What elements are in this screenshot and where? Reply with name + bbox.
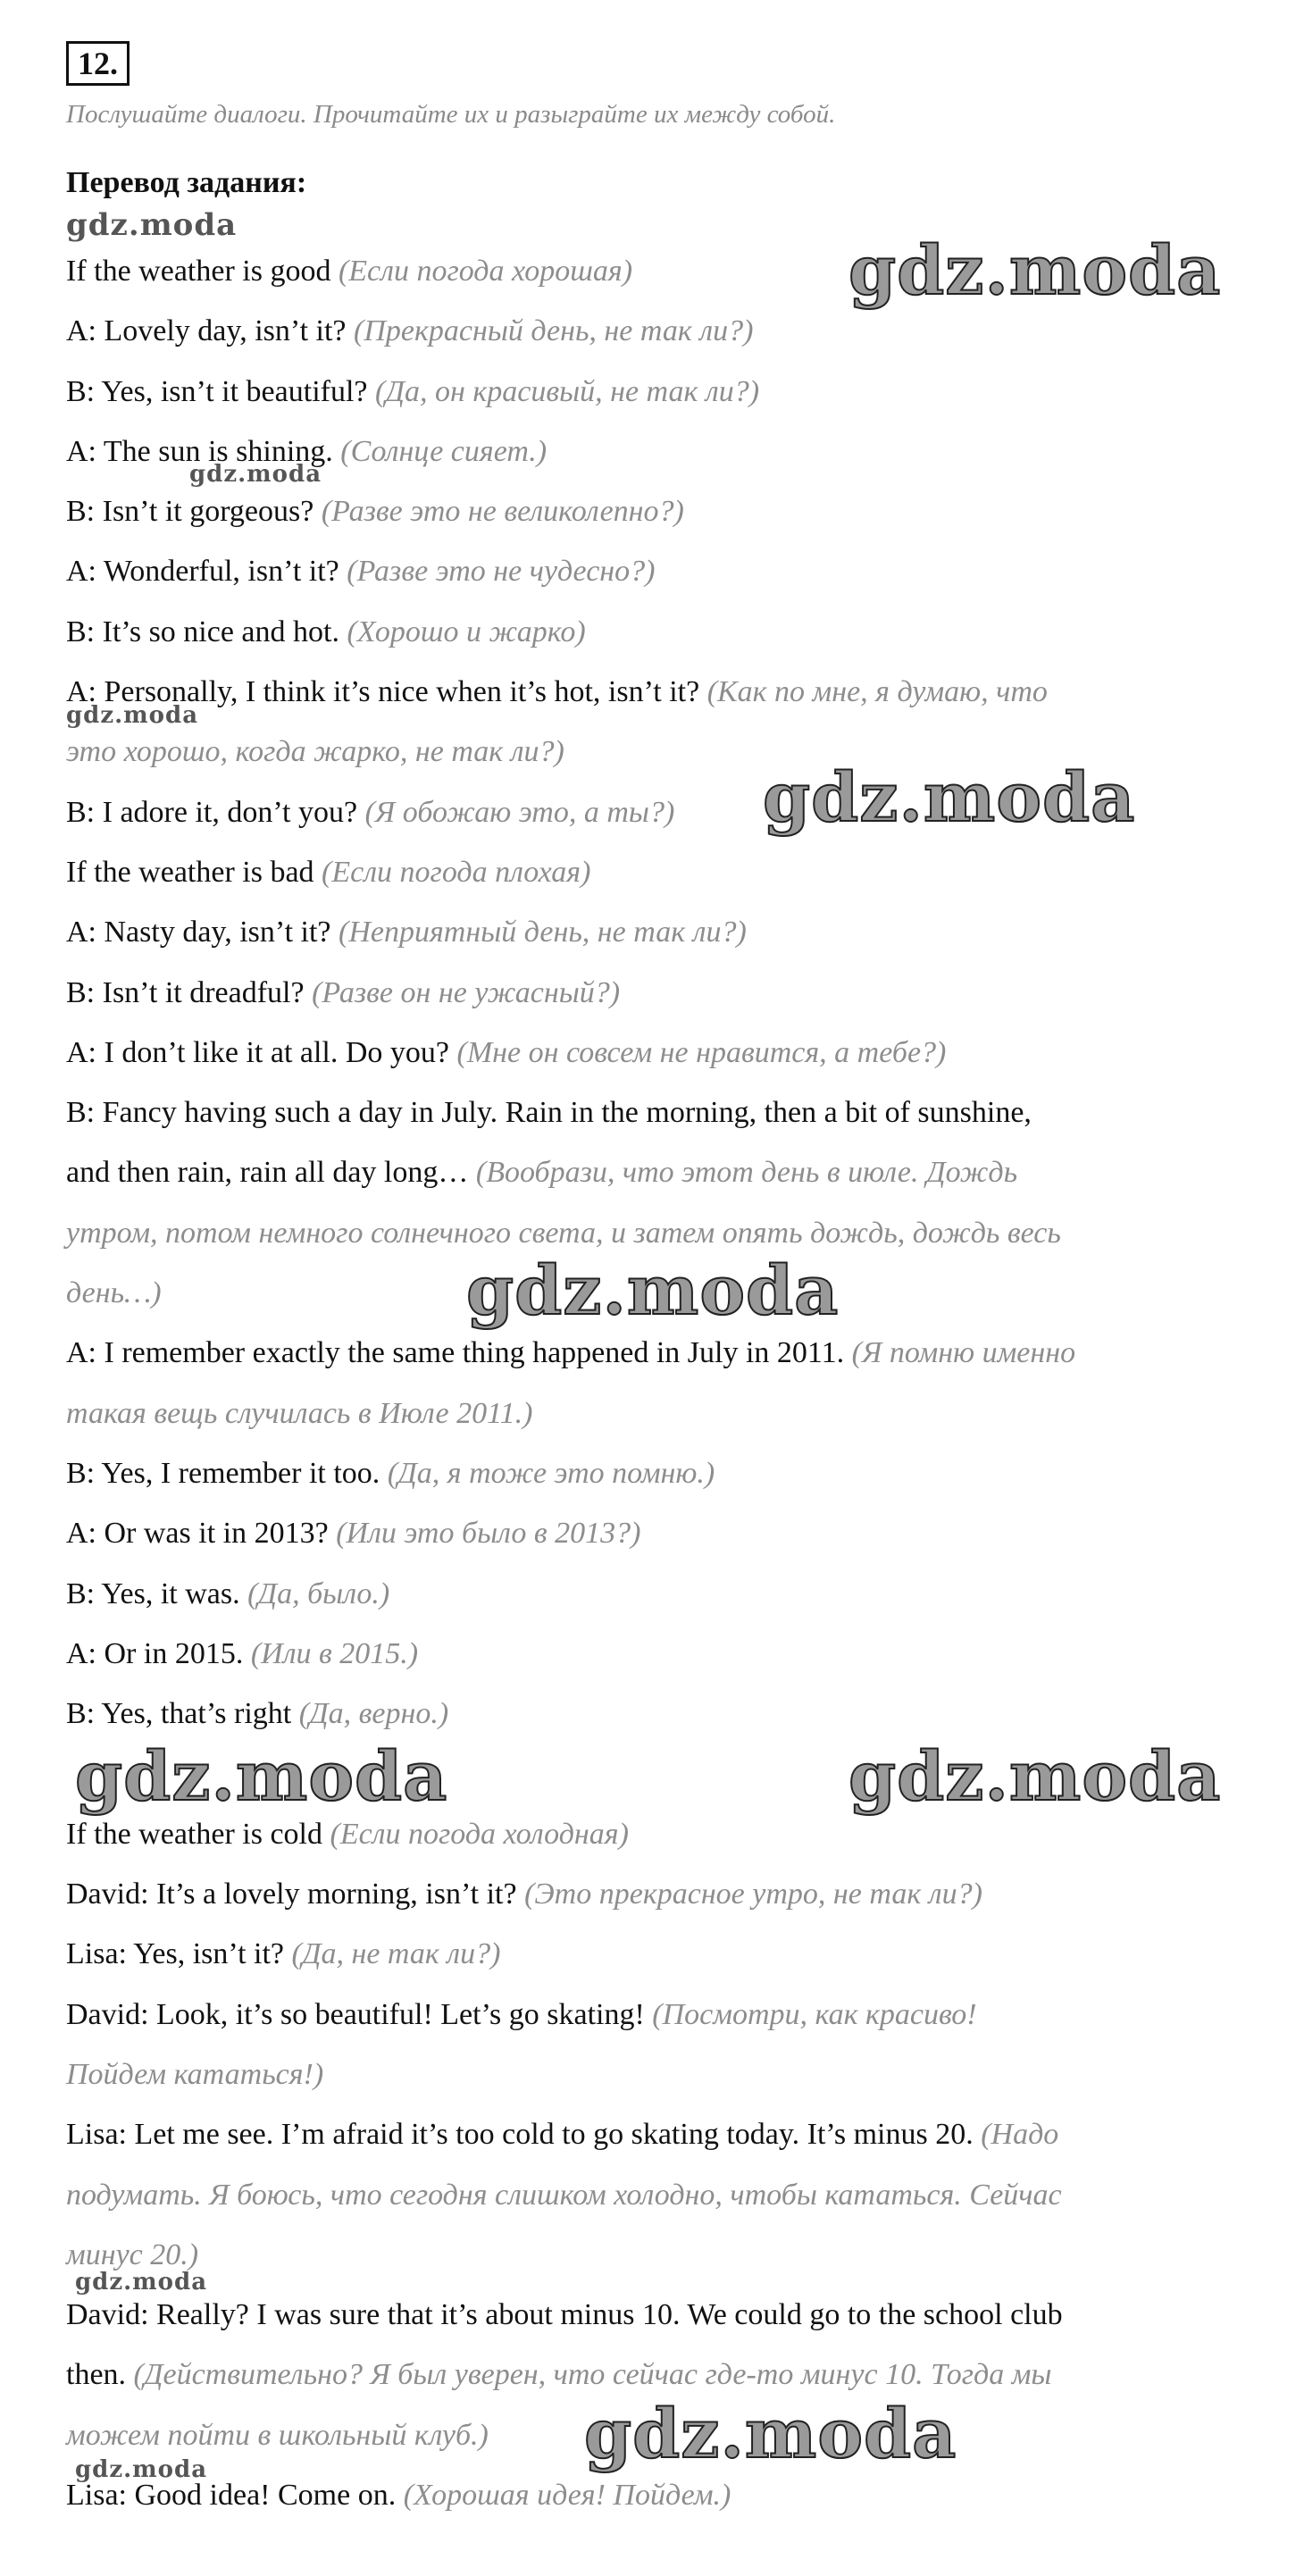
watermark-large: gdz.moda xyxy=(848,230,1222,310)
dialogue-line xyxy=(66,1503,1227,1563)
dialogue-line xyxy=(66,2104,1227,2164)
dialogue-line xyxy=(66,722,1227,782)
watermark-large: gdz.moda xyxy=(75,1736,448,1816)
translation-text: (Если погода холодная) xyxy=(330,1817,629,1851)
watermark-small: gdz.moda xyxy=(66,207,238,243)
translation-text: (Солнце сияет.) xyxy=(340,434,548,468)
translation-text: Пойдем кататься!) xyxy=(66,2057,324,2091)
dialogue-line xyxy=(66,662,1227,722)
english-text: A: Wonderful, isn’t it? xyxy=(66,555,347,589)
translation-text: (Вообрази, что этот день в июле. Дождь xyxy=(475,1156,1018,1190)
translation-text: (Хорошо и жарко) xyxy=(347,615,586,648)
watermark-tiny: gdz.moda xyxy=(66,702,199,729)
dialogue-line xyxy=(66,2225,1227,2285)
translation-text: такая вещь случилась в Июле 2011.) xyxy=(66,1396,533,1430)
dialogue-line xyxy=(66,842,1227,902)
dialogue-line xyxy=(66,1804,1227,1864)
english-text: B: I adore it, don’t you? xyxy=(66,795,365,829)
dialogue-line xyxy=(66,1744,1227,1803)
dialogue-line xyxy=(66,1443,1227,1503)
english-text: B: It’s so nice and hot. xyxy=(66,615,347,648)
translation-text: (Разве это не великолепно?) xyxy=(321,495,684,529)
dialogue-line xyxy=(66,963,1227,1023)
english-text: If the weather is cold xyxy=(66,1817,330,1851)
watermark-large: gdz.moda xyxy=(763,757,1136,837)
dialogue-line xyxy=(66,541,1227,601)
dialogue-line xyxy=(66,902,1227,962)
english-text: David: Really? I was sure that it’s about minus 10. We could go to the school club xyxy=(66,2298,1063,2332)
translation-text: (Хорошая идея! Пойдем.) xyxy=(403,2478,731,2512)
dialogue-line xyxy=(66,2465,1227,2525)
english-text: B: Yes, that’s right xyxy=(66,1697,299,1731)
watermark-large: gdz.moda xyxy=(848,1736,1222,1816)
translation-text: (Прекрасный день, не так ли?) xyxy=(354,314,754,348)
english-text: Lisa: Good idea! Come on. xyxy=(66,2478,404,2512)
dialogue-line xyxy=(66,602,1227,662)
english-text: B: Fancy having such a day in July. Rain in the morning, then a bit of sunshine, xyxy=(66,1096,1032,1130)
english-text: A: Lovely day, isn’t it? xyxy=(66,314,355,348)
translation-text: (Как по мне, я думаю, что xyxy=(706,675,1048,709)
translation-text: (Да, было.) xyxy=(247,1577,390,1610)
translation-text: (Да, я тоже это помню.) xyxy=(387,1456,715,1490)
watermark-large: gdz.moda xyxy=(584,2394,957,2473)
dialogue-line xyxy=(66,1384,1227,1443)
translation-text: (Если погода хорошая) xyxy=(338,255,633,288)
dialogue-line xyxy=(66,1684,1227,1744)
translation-text: (Надо xyxy=(981,2118,1059,2152)
translation-text: это хорошо, когда жарко, не так ли?) xyxy=(66,735,564,769)
dialogue-line xyxy=(66,1142,1227,1202)
dialogue-line xyxy=(66,782,1227,842)
translation-text: можем пойти в школьный клуб.) xyxy=(66,2418,489,2452)
dialogue-line xyxy=(66,1624,1227,1684)
dialogue-line xyxy=(66,1864,1227,1924)
translation-text: (Мне он совсем не нравится, а тебе?) xyxy=(456,1035,947,1069)
english-text: B: Yes, I remember it too. xyxy=(66,1456,388,1490)
translation-text: утром, потом немного солнечного света, и затем опять дождь, дождь весь xyxy=(66,1216,1061,1250)
dialogue-line xyxy=(66,1203,1227,1263)
watermark-tiny: gdz.moda xyxy=(189,461,322,488)
dialogue-line xyxy=(66,2045,1227,2104)
dialogue-line xyxy=(66,241,1227,301)
english-text: If the weather is good xyxy=(66,255,339,288)
english-text: A: The sun is shining. xyxy=(66,434,341,468)
translation-text: (Да, верно.) xyxy=(298,1697,449,1731)
english-text: Lisa: Yes, isn’t it? xyxy=(66,1937,292,1971)
watermark-tiny: gdz.moda xyxy=(75,2269,208,2296)
english-text: B: Isn’t it dreadful? xyxy=(66,975,313,1009)
english-text: If the weather is bad xyxy=(66,855,322,889)
dialogue-line xyxy=(66,481,1227,541)
english-text: and then rain, rain all day long… xyxy=(66,1156,476,1190)
translation-text: подумать. Я боюсь, что сегодня слишком холодно, чтобы кататься. Сейчас xyxy=(66,2178,1062,2212)
dialogue-line xyxy=(66,1985,1227,2045)
english-text: A: Personally, I think it’s nice when it’s hot, isn’t it? xyxy=(66,675,707,709)
english-text: then. xyxy=(66,2358,134,2392)
english-text: A: Or was it in 2013? xyxy=(66,1517,337,1551)
translation-text: (Неприятный день, не так ли?) xyxy=(339,916,747,949)
dialogue-line xyxy=(66,2405,1227,2465)
english-text: David: Look, it’s so beautiful! Let’s go skating! xyxy=(66,1997,653,2031)
translation-text: (Это прекрасное утро, не так ли?) xyxy=(524,1878,982,1911)
watermark-large: gdz.moda xyxy=(466,1250,840,1330)
dialogue-line xyxy=(66,1564,1227,1624)
translation-text: (Или в 2015.) xyxy=(250,1636,419,1670)
english-text: A: Nasty day, isn’t it? xyxy=(66,916,339,949)
translation-text: (Действительно? Я был уверен, что сейчас где-то минус 10. Тогда мы xyxy=(133,2358,1052,2392)
english-text: A: Or in 2015. xyxy=(66,1636,251,1670)
translation-text: (Посмотри, как красиво! xyxy=(652,1997,977,2031)
translation-text: (Да, не так ли?) xyxy=(291,1937,501,1971)
watermark-tiny: gdz.moda xyxy=(75,2456,208,2483)
translation-text: (Разве это не чудесно?) xyxy=(347,555,656,589)
dialogue-line xyxy=(66,2165,1227,2225)
dialogue-line xyxy=(66,362,1227,422)
translation-text: (Я помню именно xyxy=(851,1336,1076,1370)
english-text: B: Yes, it was. xyxy=(66,1577,248,1610)
english-text: B: Isn’t it gorgeous? xyxy=(66,495,322,529)
translation-text: день…) xyxy=(66,1276,162,1310)
dialogue-line xyxy=(66,1924,1227,1984)
dialogue-line xyxy=(66,301,1227,361)
english-text: B: Yes, isn’t it beautiful? xyxy=(66,374,375,408)
translation-text: (Разве он не ужасный?) xyxy=(312,975,621,1009)
section-heading: Перевод задания: xyxy=(66,166,307,199)
english-text: David: It’s a lovely morning, isn’t it? xyxy=(66,1878,525,1911)
translation-text: (Да, он красивый, не так ли?) xyxy=(375,374,760,408)
dialogue-line xyxy=(66,2345,1227,2405)
dialogue-text xyxy=(66,241,1227,2525)
dialogue-line xyxy=(66,1263,1227,1323)
dialogue-line xyxy=(66,1083,1227,1142)
english-text: A: I remember exactly the same thing happened in July in 2011. xyxy=(66,1336,852,1370)
task-instruction: Послушайте диалоги. Прочитайте их и разыграйте их между собой. xyxy=(66,100,836,129)
translation-text: (Я обожаю это, а ты?) xyxy=(364,795,675,829)
translation-text: (Если погода плохая) xyxy=(322,855,591,889)
dialogue-line xyxy=(66,1023,1227,1083)
dialogue-line xyxy=(66,2285,1227,2345)
translation-text: минус 20.) xyxy=(66,2237,199,2271)
translation-text: (Или это было в 2013?) xyxy=(336,1517,641,1551)
dialogue-line xyxy=(66,422,1227,481)
english-text: Lisa: Let me see. I’m afraid it’s too cold to go skating today. It’s minus 20. xyxy=(66,2118,982,2152)
english-text: A: I don’t like it at all. Do you? xyxy=(66,1035,457,1069)
dialogue-line xyxy=(66,1323,1227,1383)
task-number: 12. xyxy=(66,41,130,86)
